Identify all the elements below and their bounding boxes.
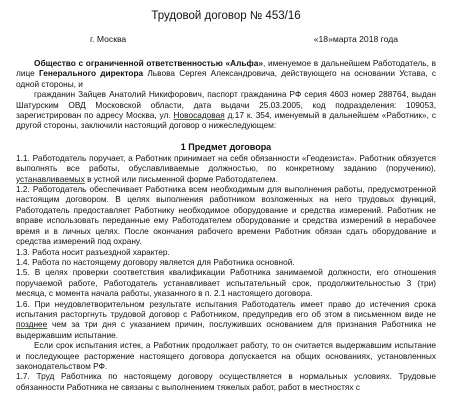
clause-1-6: 1.6. При неудовлетворительном результате испытания Работодатель имеет право до истечения срока испытания расторгнуть трудовой договор с Работником, предупредив его об этом в письменном виде не позднее чем за три дня с указанием причин, послуживших основанием для признания Работника не выдержавшим испытание. bbox=[16, 298, 436, 340]
underlined-word: Новосадовая bbox=[173, 110, 225, 121]
party-employee-paragraph: гражданин Зайцев Анатолий Никифорович, паспорт гражданина РФ серия 4603 номер 288764, выдан Шатурским ОВД Московской области, дата выдачи 25.03.2005, код подразделения: 109053, зарегистрирован по адресу Москва, ул. Новосадовая д.17 к. 354, именуемый в дальнейшем «Работник», с другой стороны, заключили настоящий договор о нижеследующем: bbox=[16, 89, 437, 131]
place-date-line bbox=[16, 34, 436, 44]
underlined-word: позднее bbox=[16, 319, 48, 330]
section-1-heading: 1 Предмет договора bbox=[180, 141, 272, 152]
contract-date: «18»марта 2018 года bbox=[313, 34, 398, 44]
clause-1-5: 1.5. В целях проверки соответствия квалификации Работника занимаемой должности, его отношения поручаемой работе, Работодатель устанавливает испытательный срок, продолжительностью 3 (три) месяца, с момента начала работы, указанного в п. 2.1 настоящего договора. bbox=[16, 267, 436, 299]
clause-1-2: 1.2. Работодатель обеспечивает Работника всем необходимым для выполнения работы, предусмотренной настоящим договором. В целях выполнения работником возложенных на него трудовых функций, Работодатель предоставляет Работнику необходимое оборудование и средства измерений. Работник не вправе использовать переданные ему Работодателем оборудование и средства измерений в нерабочее время и в личных целях. После окончания рабочего времени Работник обязан сдать оборудование и средства измерений под охрану. bbox=[16, 184, 436, 247]
underlined-word: устанавливаемых bbox=[16, 173, 85, 184]
clause-probation-note: Если срок испытания истек, а Работник продолжает работу, то он считается выдержавшим испытание и последующее расторжение настоящего договора допускается на общих основаниях, установленных законодательством РФ. bbox=[16, 340, 436, 371]
party-employer-paragraph: Общество с ограниченной ответственностью «Альфа», именуемое в дальнейшем Работодатель, в лице Генерального директора Львова Сергея Александровича, действующего на основании Устава, с одной стороны, и bbox=[16, 58, 436, 89]
document-title: Трудовой договор № 453/16 bbox=[151, 10, 301, 22]
city: г. Москва bbox=[90, 34, 127, 44]
clause-1-4: 1.4. Работа по настоящему договору является для Работника основной. bbox=[16, 256, 295, 267]
employer-name: Общество с ограниченной ответственностью «Альфа» bbox=[34, 58, 263, 68]
clause-1-1: 1.1. Работодатель поручает, а Работник принимает на себя обязанности «Геодезиста». Работник обязуется выполнять все работы, обуславливаемые должностью, по конкретному заданию (поручению), устанавливаемых в устной или письменной форме Работодателем. bbox=[16, 152, 436, 184]
clause-1-7: 1.7. Труд Работника по настоящему договору осуществляется в нормальных условиях. Трудовые обязанности Работника не связаны с выполнением тяжелых работ, работ в местностях с bbox=[16, 371, 436, 392]
clause-1-3: 1.3. Работа носит разъездной характер. bbox=[16, 246, 170, 257]
director-role: Генерального директора bbox=[38, 68, 144, 79]
